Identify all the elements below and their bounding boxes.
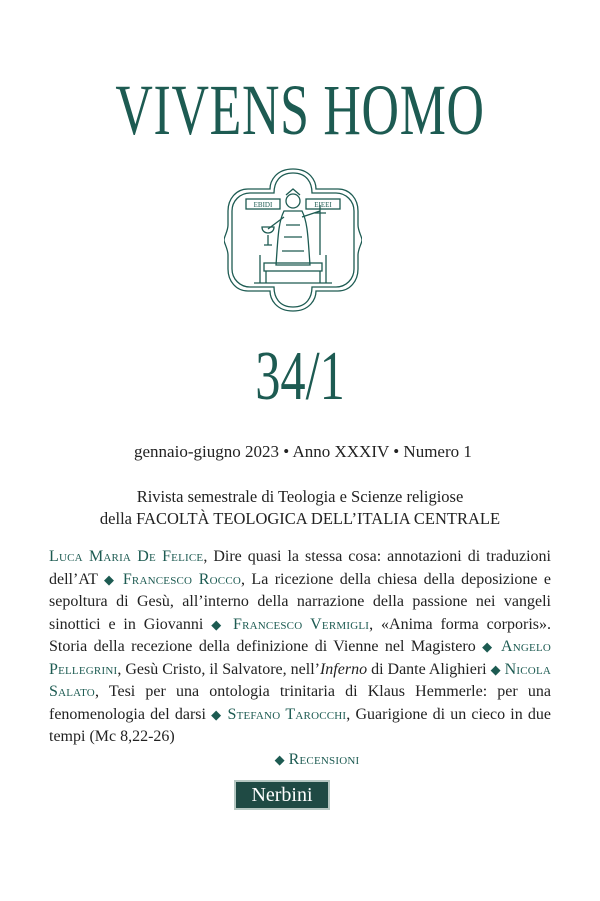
author-name: Luca Maria De Felice — [49, 548, 204, 565]
issue-dateline — [134, 441, 472, 463]
diamond-icon: ◆ — [482, 639, 495, 654]
article-title: , Tesi per una ontologia trinitaria di Klaus Hemmerle: per una fenomenologia del darsi — [49, 683, 551, 723]
seal-emblem-icon — [224, 165, 362, 315]
diamond-icon: ◆ — [274, 751, 285, 767]
author-name: Francesco Vermigli — [232, 615, 370, 633]
dateline-separator: • — [278, 442, 293, 461]
dateline-number: Numero 1 — [403, 442, 472, 461]
reviews-label: Recensioni — [288, 750, 360, 768]
svg-text:EIEEI: EIEEI — [314, 201, 332, 209]
reviews-line — [83, 749, 551, 772]
article-title-italic: Inferno — [319, 660, 368, 678]
dateline-period: gennaio-giugno 2023 — [134, 442, 279, 461]
author-name: Stefano Tarocchi — [227, 705, 347, 723]
diamond-icon: ◆ — [104, 571, 117, 587]
dateline-separator: • — [388, 442, 404, 461]
subtitle-line-2: della FACOLTÀ TEOLOGICA DELL’ITALIA CENTRALE — [99, 509, 501, 528]
article-title: , La ricezione della chiesa della deposizione e sepoltura di Gesù, all’interno della narrazione della passione nei vangeli sinottici e in Giovanni — [49, 570, 552, 633]
svg-text:EBIDI: EBIDI — [253, 201, 273, 209]
journal-title: VIVENS HOMO — [115, 70, 485, 150]
diamond-icon: ◆ — [490, 661, 501, 677]
subtitle-line-1: Rivista semestrale di Teologia e Scienze religiose — [136, 487, 464, 506]
publisher-logo: Nerbini — [234, 780, 330, 810]
article-title: , Dire quasi la stessa cosa: annotazioni di traduzioni dell’AT — [49, 548, 552, 588]
article-title: , Guarigione di un cieco in due tempi (Mc 8,22-26) — [49, 705, 552, 745]
article-title: , Gesù Cristo, il Salvatore, nell’ — [117, 660, 320, 678]
author-name: Nicola Salato — [49, 660, 552, 700]
diamond-icon: ◆ — [211, 616, 226, 632]
author-name: Angelo Pellegrini — [49, 638, 552, 678]
table-of-contents — [49, 546, 551, 771]
diamond-icon: ◆ — [211, 706, 223, 722]
author-name: Francesco Rocco — [122, 570, 242, 588]
dateline-year: Anno XXXIV — [292, 442, 389, 461]
issue-number: 34/1 — [255, 338, 345, 415]
article-title: di Dante Alighieri — [367, 660, 491, 678]
journal-subtitle — [0, 486, 600, 530]
article-title: , «Anima forma corporis». Storia della recezione della definizione di Vienne nel Magistero — [49, 615, 551, 655]
